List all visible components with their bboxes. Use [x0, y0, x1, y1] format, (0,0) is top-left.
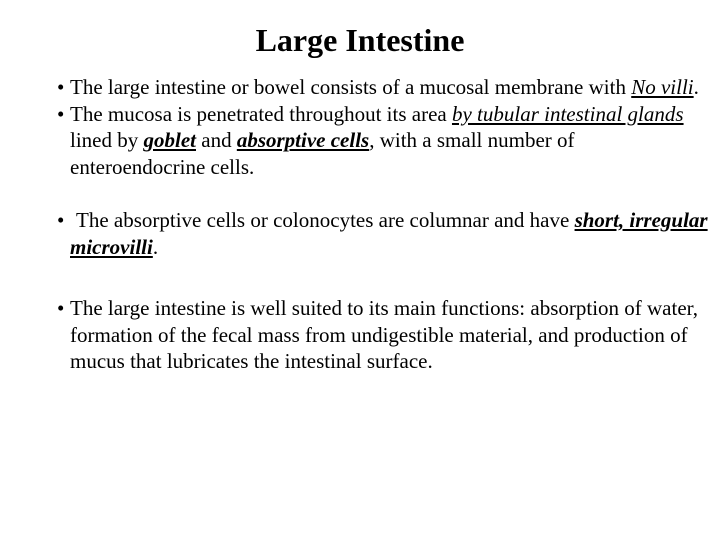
bullet-1-emphasis: No villi	[631, 75, 694, 99]
bullet-3-emphasis: short, irregular microvilli	[70, 208, 708, 259]
bullet-item-1	[57, 74, 709, 101]
bullet-4-text: The large intestine is well suited to its main functions: absorption of water, formation of the fecal mass from undigestible material, and production of mucus that lubricates the intestinal surface.	[70, 296, 699, 373]
bullet-2-text-a: The mucosa is penetrated throughout its area	[70, 101, 452, 126]
bullet-2-emphasis-absorptive: absorptive cells	[236, 128, 370, 152]
bullet-1-end: .	[693, 75, 699, 99]
bullet-dot-icon: •	[57, 101, 65, 126]
bullet-list	[57, 74, 709, 375]
bullet-item-3	[57, 207, 709, 260]
bullet-1-text: The large intestine or bowel consists of a mucosal membrane with	[70, 75, 632, 99]
bullet-2-emphasis-glands: by tubular intestinal glands	[451, 101, 684, 126]
bullet-3-end: .	[152, 234, 159, 259]
bullet-dot-icon: •	[57, 75, 65, 99]
bullet-2-emphasis-goblet: goblet	[143, 128, 196, 152]
bullet-2-text-d: , with a small number of enteroendocrine cells.	[70, 128, 575, 179]
bullet-3-text: The absorptive cells or colonocytes are columnar and have	[76, 208, 575, 232]
bullet-item-2	[57, 101, 709, 181]
bullet-2-text-c: and	[196, 128, 237, 152]
bullet-dot-icon: •	[57, 208, 65, 232]
bullet-dot-icon: •	[57, 296, 65, 320]
bullet-item-4	[57, 295, 709, 375]
bullet-2-text-b: lined by	[70, 128, 144, 152]
slide-title: Large Intestine	[255, 22, 465, 58]
